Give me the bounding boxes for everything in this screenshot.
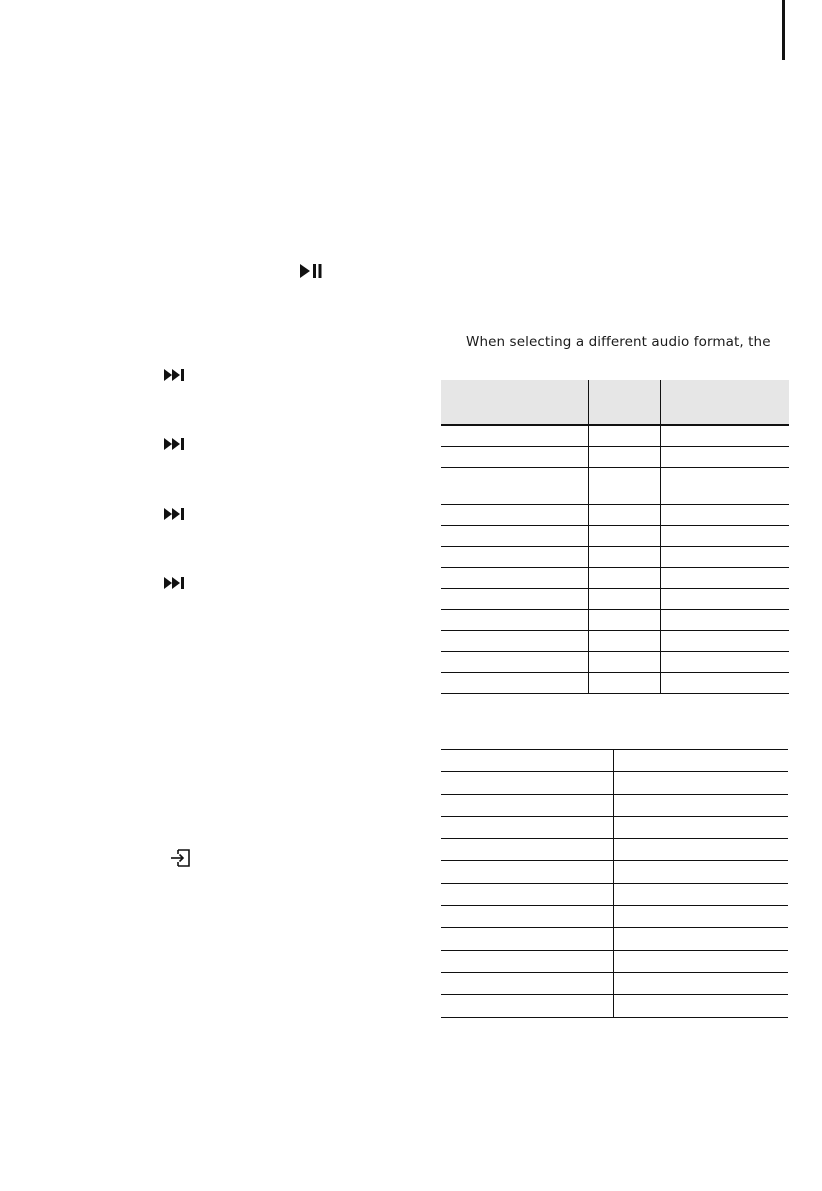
table-cell bbox=[441, 794, 613, 816]
table-cell bbox=[441, 610, 588, 631]
table-cell bbox=[613, 861, 788, 883]
table-cell bbox=[660, 526, 789, 547]
table-cell bbox=[588, 425, 660, 447]
table-cell bbox=[441, 425, 588, 447]
table-cell bbox=[613, 906, 788, 928]
skip-next-icon bbox=[164, 366, 194, 384]
table-cell bbox=[660, 673, 789, 694]
table-cell bbox=[613, 772, 788, 794]
table-cell bbox=[613, 950, 788, 972]
table-cell bbox=[441, 972, 613, 994]
table-row bbox=[441, 750, 788, 772]
table-cell bbox=[660, 547, 789, 568]
header-cell bbox=[588, 380, 660, 425]
table-row bbox=[441, 568, 789, 589]
table-cell bbox=[588, 673, 660, 694]
table-cell bbox=[588, 652, 660, 673]
table-row bbox=[441, 610, 789, 631]
table-row bbox=[441, 468, 789, 505]
table-cell bbox=[613, 972, 788, 994]
table-cell bbox=[660, 589, 789, 610]
input-source-icon bbox=[170, 848, 194, 868]
table-cell bbox=[441, 568, 588, 589]
table-cell bbox=[613, 816, 788, 838]
table-cell bbox=[441, 950, 613, 972]
table-cell bbox=[441, 468, 588, 505]
table-header-row bbox=[441, 380, 789, 425]
table-cell bbox=[441, 589, 588, 610]
table-cell bbox=[660, 447, 789, 468]
table-row bbox=[441, 589, 789, 610]
table-cell bbox=[588, 468, 660, 505]
table-row bbox=[441, 547, 789, 568]
table-row bbox=[441, 526, 789, 547]
table-cell bbox=[441, 526, 588, 547]
header-cell bbox=[660, 380, 789, 425]
table-cell bbox=[613, 839, 788, 861]
table-row bbox=[441, 505, 789, 526]
table-cell bbox=[613, 750, 788, 772]
table-row bbox=[441, 631, 789, 652]
table-row bbox=[441, 906, 788, 928]
table-row bbox=[441, 673, 789, 694]
table-row bbox=[441, 447, 789, 468]
table-row bbox=[441, 816, 788, 838]
table-cell bbox=[588, 568, 660, 589]
table-cell bbox=[613, 794, 788, 816]
table-cell bbox=[441, 547, 588, 568]
table-cell bbox=[441, 673, 588, 694]
table-cell bbox=[441, 772, 613, 794]
table-cell bbox=[441, 883, 613, 905]
table-row bbox=[441, 950, 788, 972]
table-row bbox=[441, 995, 788, 1017]
table-cell bbox=[441, 447, 588, 468]
skip-next-icon bbox=[164, 574, 194, 592]
table-cell bbox=[588, 505, 660, 526]
table-cell bbox=[441, 631, 588, 652]
table-row bbox=[441, 928, 788, 950]
table-cell bbox=[613, 995, 788, 1017]
table-cell bbox=[588, 547, 660, 568]
table-row bbox=[441, 794, 788, 816]
table-cell bbox=[660, 631, 789, 652]
table-cell bbox=[441, 861, 613, 883]
table-cell bbox=[441, 995, 613, 1017]
table-cell bbox=[588, 589, 660, 610]
table-cell bbox=[588, 447, 660, 468]
header-cell bbox=[441, 380, 588, 425]
table-row bbox=[441, 972, 788, 994]
table-cell bbox=[660, 425, 789, 447]
table-row bbox=[441, 839, 788, 861]
skip-next-icon bbox=[164, 505, 194, 523]
table-cell bbox=[588, 631, 660, 652]
table-row bbox=[441, 861, 788, 883]
value-table bbox=[441, 749, 788, 1018]
table-cell bbox=[441, 816, 613, 838]
table-row bbox=[441, 883, 788, 905]
table-cell bbox=[441, 906, 613, 928]
format-caption: When selecting a different audio format, the bbox=[466, 334, 771, 350]
table-cell bbox=[660, 468, 789, 505]
table-cell bbox=[588, 526, 660, 547]
play-pause-icon bbox=[299, 262, 329, 280]
table-cell bbox=[613, 928, 788, 950]
table-cell bbox=[441, 750, 613, 772]
table-cell bbox=[660, 610, 789, 631]
table-cell bbox=[441, 505, 588, 526]
table-cell bbox=[613, 883, 788, 905]
table-row bbox=[441, 772, 788, 794]
skip-next-icon bbox=[164, 435, 194, 453]
table-cell bbox=[441, 652, 588, 673]
table-cell bbox=[588, 610, 660, 631]
table-cell bbox=[660, 505, 789, 526]
table-row bbox=[441, 425, 789, 447]
table-cell bbox=[660, 568, 789, 589]
table-cell bbox=[441, 928, 613, 950]
audio-format-table bbox=[441, 380, 789, 694]
table-row bbox=[441, 652, 789, 673]
table-cell bbox=[660, 652, 789, 673]
page-edge-rule bbox=[782, 0, 785, 60]
table-cell bbox=[441, 839, 613, 861]
